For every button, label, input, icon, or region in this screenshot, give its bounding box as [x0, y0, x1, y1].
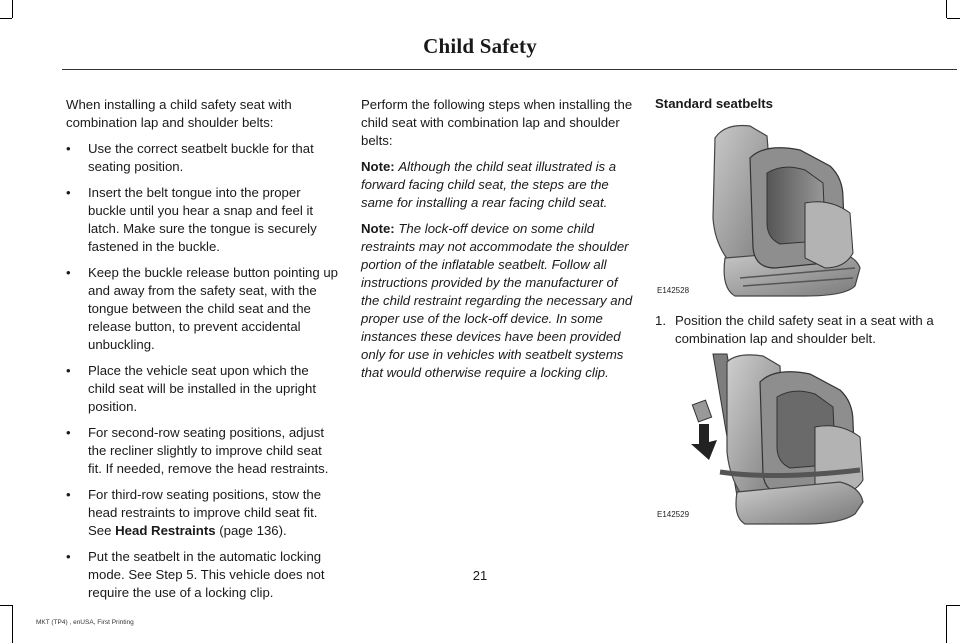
instruction-list	[66, 140, 338, 602]
left-column	[66, 96, 338, 610]
child-seat-belt-figure	[655, 352, 945, 528]
bullet: •	[66, 141, 71, 156]
note-paragraph: Note: The lock-off device on some child restraints may not accommodate the shoulder portion of the inflatable seatbelt. Follow all instructions provided by the manufacturer of the child restraint regarding the necessary and proper use of the lock-off device. In some instances these devices have been provided only for use in vehicles with seatbelt systems that would otherwise require a locking clip.	[361, 221, 633, 380]
crop-mark	[946, 605, 947, 643]
child-seat-illustration	[655, 118, 945, 300]
list-item: • Keep the buckle release button pointing up and away from the safety seat, with the tongue between the child seat and the release button, to prevent accidental unbuckling.	[66, 265, 339, 352]
list-item: • Use the correct seatbelt buckle for that seating position.	[66, 141, 314, 174]
crop-mark	[947, 18, 960, 19]
intro-paragraph: When installing a child safety seat with combination lap and shoulder belts:	[66, 97, 292, 130]
cross-reference-link[interactable]: Head Restraints	[115, 523, 216, 538]
figure-id: E142528	[657, 286, 690, 295]
crop-mark	[946, 0, 947, 18]
page-title: Child Safety	[423, 34, 537, 58]
footer-text: MKT (TP4) , enUSA, First Printing	[36, 619, 134, 626]
crop-mark	[0, 18, 12, 19]
step-text: Position the child safety seat in a seat with a combination lap and shoulder belt.	[675, 313, 934, 346]
step-1	[655, 312, 945, 348]
figure-id: E142529	[657, 510, 690, 519]
crop-mark	[947, 605, 960, 606]
list-item: • Put the seatbelt in the automatic locking mode. See Step 5. This vehicle does not require the use of a locking clip.	[66, 549, 325, 600]
child-seat-belt-illustration	[655, 352, 945, 528]
crop-mark	[12, 605, 13, 643]
page-number: 21	[472, 568, 488, 583]
bullet: •	[66, 549, 71, 564]
bullet: •	[66, 425, 71, 440]
step-number: 1.	[655, 313, 666, 328]
bullet: •	[66, 363, 71, 378]
section-heading: Standard seatbelts	[655, 96, 773, 111]
crop-mark	[0, 605, 12, 606]
list-item: • Insert the belt tongue into the proper buckle until you hear a snap and feel it latch. Make sure the tongue is securely fastened in the buckle.	[66, 185, 317, 254]
title-divider	[62, 69, 957, 70]
list-item: • For second-row seating positions, adjust the recliner slightly to improve child seat fit. If needed, remove the head restraints.	[66, 425, 329, 476]
intro-paragraph: Perform the following steps when installing the child seat with combination lap and shoulder belts:	[361, 97, 633, 148]
bullet: •	[66, 487, 71, 502]
crop-mark	[12, 0, 13, 18]
child-seat-figure	[655, 118, 945, 300]
list-item: • Place the vehicle seat upon which the child seat will be installed in the upright position.	[66, 363, 316, 414]
note-paragraph: Note: Although the child seat illustrated is a forward facing child seat, the steps are the same for installing a rear facing child seat.	[361, 159, 617, 210]
middle-column	[361, 96, 633, 390]
list-item: • For third-row seating positions, stow the head restraints to improve child seat fit. See Head Restraints (page 136).	[66, 487, 322, 538]
bullet: •	[66, 185, 71, 200]
bullet: •	[66, 265, 71, 280]
